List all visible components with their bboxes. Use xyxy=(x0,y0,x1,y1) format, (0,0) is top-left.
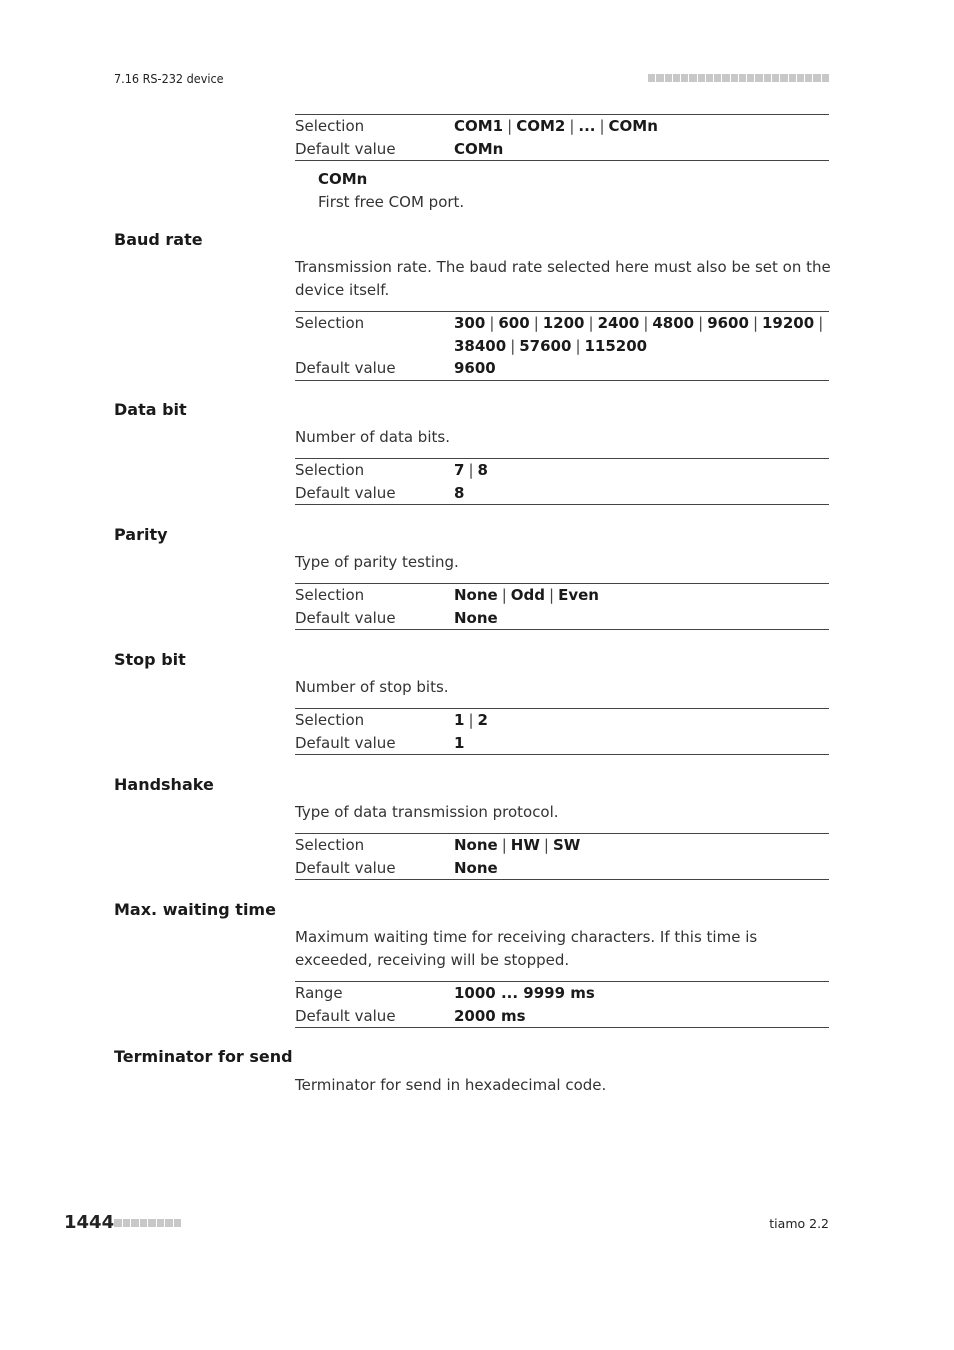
separator: | xyxy=(510,336,516,355)
separator: | xyxy=(575,336,581,355)
selection-row xyxy=(295,584,829,607)
separator: | xyxy=(569,117,575,135)
separator: | xyxy=(549,586,555,604)
selection-row xyxy=(295,115,829,138)
separator: | xyxy=(501,586,507,604)
default-label: Default value xyxy=(295,1006,396,1025)
separator: | xyxy=(599,117,605,135)
selection-values-line-1 xyxy=(454,312,829,335)
default-row xyxy=(295,607,829,630)
selection-values xyxy=(454,312,829,357)
parity-table xyxy=(295,583,829,630)
option-value: SW xyxy=(552,836,581,854)
page-number: 1444 xyxy=(64,1212,115,1233)
default-row xyxy=(295,138,829,161)
separator: | xyxy=(468,711,474,729)
section-title-max-waiting-time: Max. waiting time xyxy=(114,900,276,919)
handshake-table xyxy=(295,833,829,880)
range-label: Range xyxy=(295,984,343,1002)
option-value: 2 xyxy=(477,711,488,729)
section-description-max-waiting-time: Maximum waiting time for receiving characters. If this time is exceeded, receiving will be stopped. xyxy=(295,928,758,969)
option-value: 115200 xyxy=(584,336,648,355)
selection-row xyxy=(295,459,829,482)
separator: | xyxy=(818,314,824,332)
selection-label: Selection xyxy=(295,314,365,332)
max-waiting-time-table xyxy=(295,981,829,1028)
option-value: None xyxy=(454,836,498,854)
option-value: COM1 xyxy=(454,117,504,135)
footer-product: tiamo 2.2 xyxy=(769,1216,829,1231)
selection-label: Selection xyxy=(295,461,365,479)
separator: | xyxy=(752,314,758,332)
header-decoration xyxy=(648,74,829,82)
range-value: 1000 ... 9999 ms xyxy=(454,984,595,1002)
default-label: Default value xyxy=(295,139,396,158)
footer-decoration xyxy=(114,1219,181,1227)
default-value: None xyxy=(454,858,498,877)
default-label: Default value xyxy=(295,608,396,627)
baud-rate-table xyxy=(295,311,829,381)
option-value: 4800 xyxy=(652,314,695,332)
selection-label: Selection xyxy=(295,711,365,729)
option-value: COMn xyxy=(608,117,658,135)
default-value: 1 xyxy=(454,733,465,752)
section-description-handshake: Type of data transmission protocol. xyxy=(295,803,559,821)
port-parameter-table xyxy=(295,114,829,161)
range-row xyxy=(295,982,829,1005)
selection-row xyxy=(295,834,829,857)
default-label: Default value xyxy=(295,359,396,377)
option-value: 2400 xyxy=(597,314,640,332)
section-title-handshake: Handshake xyxy=(114,775,214,794)
separator: | xyxy=(698,314,704,332)
section-description-stop-bit: Number of stop bits. xyxy=(295,678,449,696)
option-name: COMn xyxy=(318,170,368,188)
option-value: COM2 xyxy=(516,117,566,135)
selection-values-line-2 xyxy=(454,335,829,358)
separator: | xyxy=(543,836,549,854)
default-value: 2000 ms xyxy=(454,1006,526,1025)
option-value: 9600 xyxy=(707,314,749,332)
default-value: COMn xyxy=(454,139,504,158)
default-row xyxy=(295,732,829,755)
section-title-stop-bit: Stop bit xyxy=(114,650,186,669)
option-value: 38400 xyxy=(454,336,507,355)
selection-values xyxy=(454,584,829,607)
running-header-section: 7.16 RS-232 device xyxy=(114,71,224,86)
section-description-baud-rate: Transmission rate. The baud rate selected here must also be set on the device itself. xyxy=(295,258,831,299)
separator: | xyxy=(533,314,539,332)
option-value: Even xyxy=(558,586,599,604)
separator: | xyxy=(489,314,495,332)
default-label: Default value xyxy=(295,858,396,877)
separator: | xyxy=(588,314,594,332)
separator: | xyxy=(643,314,649,332)
option-value: Odd xyxy=(510,586,546,604)
default-label: Default value xyxy=(295,483,396,502)
default-row xyxy=(295,357,829,380)
default-row xyxy=(295,1005,829,1028)
default-value: None xyxy=(454,608,498,627)
separator: | xyxy=(468,461,474,479)
option-value: 600 xyxy=(498,314,530,332)
default-row xyxy=(295,857,829,880)
section-description-data-bit: Number of data bits. xyxy=(295,428,450,446)
default-row xyxy=(295,482,829,505)
selection-label: Selection xyxy=(295,836,365,854)
option-value: 7 xyxy=(454,461,465,479)
selection-label: Selection xyxy=(295,117,365,135)
section-title-terminator-for-send: Terminator for send xyxy=(114,1047,293,1066)
selection-values xyxy=(454,115,829,138)
option-value: 1200 xyxy=(542,314,585,332)
selection-row xyxy=(295,709,829,732)
default-label: Default value xyxy=(295,733,396,752)
option-value: 1 xyxy=(454,711,465,729)
selection-values xyxy=(454,834,829,857)
selection-label: Selection xyxy=(295,586,365,604)
section-title-baud-rate: Baud rate xyxy=(114,230,203,249)
option-value: 19200 xyxy=(762,314,815,332)
stop-bit-table xyxy=(295,708,829,755)
section-description-terminator-for-send: Terminator for send in hexadecimal code. xyxy=(295,1076,607,1094)
selection-row xyxy=(295,312,829,357)
selection-values xyxy=(454,459,829,482)
section-description-parity: Type of parity testing. xyxy=(295,553,459,571)
option-value: 8 xyxy=(477,461,488,479)
option-value: 300 xyxy=(454,314,486,332)
separator: | xyxy=(501,836,507,854)
option-value: HW xyxy=(510,836,540,854)
section-title-data-bit: Data bit xyxy=(114,400,187,419)
option-value: None xyxy=(454,586,498,604)
data-bit-table xyxy=(295,458,829,505)
option-value: 57600 xyxy=(519,336,572,355)
selection-values xyxy=(454,709,829,732)
separator: | xyxy=(507,117,513,135)
option-value: ... xyxy=(578,117,596,135)
option-description: First free COM port. xyxy=(318,193,465,211)
default-value: 9600 xyxy=(454,359,496,377)
section-title-parity: Parity xyxy=(114,525,168,544)
default-value: 8 xyxy=(454,483,465,502)
